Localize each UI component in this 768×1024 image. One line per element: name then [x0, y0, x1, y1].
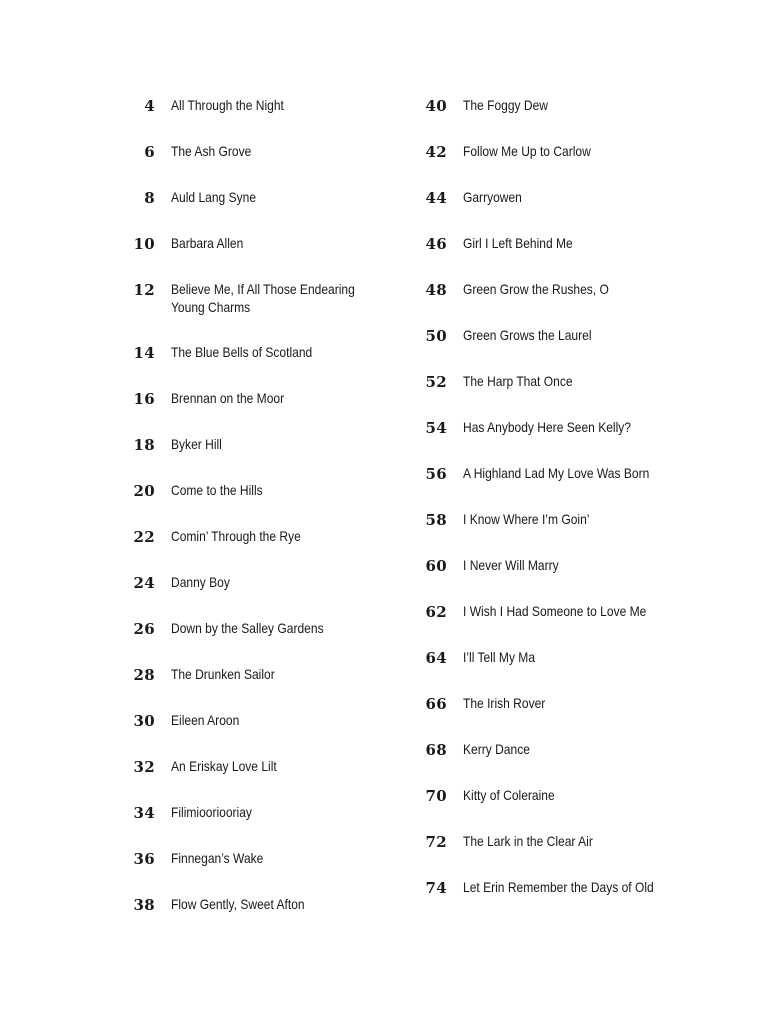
- page-number: 18: [133, 436, 155, 454]
- contents-entry: [118, 142, 388, 161]
- page-number: 14: [133, 344, 155, 362]
- contents-entry: [118, 757, 388, 776]
- song-title: Auld Lang Syne: [171, 189, 257, 205]
- page-number: 8: [144, 189, 155, 207]
- song-title: I’ll Tell My Ma: [463, 649, 536, 665]
- song-title: I Know Where I’m Goin’: [463, 511, 590, 527]
- song-title: Green Grows the Laurel: [463, 327, 592, 343]
- page-number: 56: [425, 465, 447, 483]
- song-title: The Irish Rover: [463, 695, 546, 711]
- page-number: 10: [133, 235, 155, 253]
- song-title: A Highland Lad My Love Was Born: [463, 465, 650, 481]
- contents-entry: [118, 849, 388, 868]
- page-number: 42: [425, 143, 447, 161]
- song-title: Kerry Dance: [463, 741, 530, 757]
- contents-entry: [118, 280, 388, 316]
- song-title: Kitty of Coleraine: [463, 787, 555, 803]
- contents-entry: [118, 711, 388, 730]
- page-number: 72: [425, 833, 447, 851]
- contents-entry: [410, 510, 710, 529]
- contents-entry: [410, 694, 710, 713]
- song-title: Eileen Aroon: [171, 712, 240, 728]
- song-title: The Blue Bells of Scotland: [171, 344, 313, 360]
- song-title: Green Grow the Rushes, O: [463, 281, 609, 297]
- page-number: 34: [133, 804, 155, 822]
- contents-entry: [118, 481, 388, 500]
- page-number: 16: [133, 390, 155, 408]
- song-title: Girl I Left Behind Me: [463, 235, 573, 251]
- contents-entry: [118, 665, 388, 684]
- page-number: 62: [425, 603, 447, 621]
- song-title: I Wish I Had Someone to Love Me: [463, 603, 647, 619]
- contents-entry: [118, 527, 388, 546]
- contents-entry: [118, 96, 388, 115]
- page-number: 28: [133, 666, 155, 684]
- contents-entry: [118, 895, 388, 914]
- song-title: The Foggy Dew: [463, 97, 548, 113]
- song-title: The Lark in the Clear Air: [463, 833, 593, 849]
- contents-entry: [410, 878, 710, 897]
- contents-entry: [118, 573, 388, 592]
- song-title: Let Erin Remember the Days of Old: [463, 879, 654, 895]
- song-title: The Ash Grove: [171, 143, 252, 159]
- contents-column-right: [410, 96, 710, 924]
- contents-entry: [410, 602, 710, 621]
- page-number: 74: [425, 879, 447, 897]
- contents-entry: [410, 142, 710, 161]
- page-number: 32: [133, 758, 155, 776]
- page-number: 58: [425, 511, 447, 529]
- song-title: I Never Will Marry: [463, 557, 559, 573]
- contents-entry: [410, 372, 710, 391]
- song-title: Brennan on the Moor: [171, 390, 285, 406]
- song-title: Believe Me, If All Those Endearing Young Charms: [171, 281, 355, 315]
- contents-entry: [118, 619, 388, 638]
- page-number: 44: [425, 189, 447, 207]
- contents-entry: [410, 464, 710, 483]
- page-number: 46: [425, 235, 447, 253]
- contents-entry: [410, 280, 710, 299]
- page-number: 50: [425, 327, 447, 345]
- contents-entry: [410, 96, 710, 115]
- contents-entry: [410, 188, 710, 207]
- song-title: The Drunken Sailor: [171, 666, 275, 682]
- contents-entry: [410, 740, 710, 759]
- page-number: 40: [425, 97, 447, 115]
- contents-entry: [118, 234, 388, 253]
- page-number: 60: [425, 557, 447, 575]
- song-title: Flow Gently, Sweet Afton: [171, 896, 305, 912]
- song-title: Has Anybody Here Seen Kelly?: [463, 419, 631, 435]
- page-number: 30: [133, 712, 155, 730]
- contents-column-left: [118, 96, 388, 941]
- song-title: Finnegan’s Wake: [171, 850, 264, 866]
- contents-entry: [118, 389, 388, 408]
- song-title: An Eriskay Love Lilt: [171, 758, 277, 774]
- song-title: Danny Boy: [171, 574, 230, 590]
- page-number: 24: [133, 574, 155, 592]
- page-number: 4: [144, 97, 155, 115]
- contents-entry: [410, 648, 710, 667]
- page-number: 66: [425, 695, 447, 713]
- song-title: Down by the Salley Gardens: [171, 620, 324, 636]
- song-title: All Through the Night: [171, 97, 284, 113]
- page-number: 54: [425, 419, 447, 437]
- page-number: 68: [425, 741, 447, 759]
- page-number: 64: [425, 649, 447, 667]
- contents-entry: [118, 343, 388, 362]
- page-number: 70: [425, 787, 447, 805]
- song-title: Barbara Allen: [171, 235, 244, 251]
- song-title: Come to the Hills: [171, 482, 263, 498]
- page-number: 26: [133, 620, 155, 638]
- contents-entry: [410, 786, 710, 805]
- page-number: 22: [133, 528, 155, 546]
- contents-entry: [410, 832, 710, 851]
- contents-entry: [118, 188, 388, 207]
- contents-entry: [118, 803, 388, 822]
- song-title: Follow Me Up to Carlow: [463, 143, 591, 159]
- page-number: 12: [133, 281, 155, 299]
- contents-entry: [118, 435, 388, 454]
- contents-entry: [410, 234, 710, 253]
- page-number: 20: [133, 482, 155, 500]
- page-number: 38: [133, 896, 155, 914]
- contents-entry: [410, 418, 710, 437]
- song-title: The Harp That Once: [463, 373, 573, 389]
- song-title: Filimiooriooriay: [171, 804, 252, 820]
- page-number: 36: [133, 850, 155, 868]
- song-title: Byker Hill: [171, 436, 222, 452]
- contents-entry: [410, 556, 710, 575]
- page-number: 6: [144, 143, 155, 161]
- song-title: Comin’ Through the Rye: [171, 528, 301, 544]
- song-title: Garryowen: [463, 189, 522, 205]
- contents-entry: [410, 326, 710, 345]
- page-number: 52: [425, 373, 447, 391]
- page-number: 48: [425, 281, 447, 299]
